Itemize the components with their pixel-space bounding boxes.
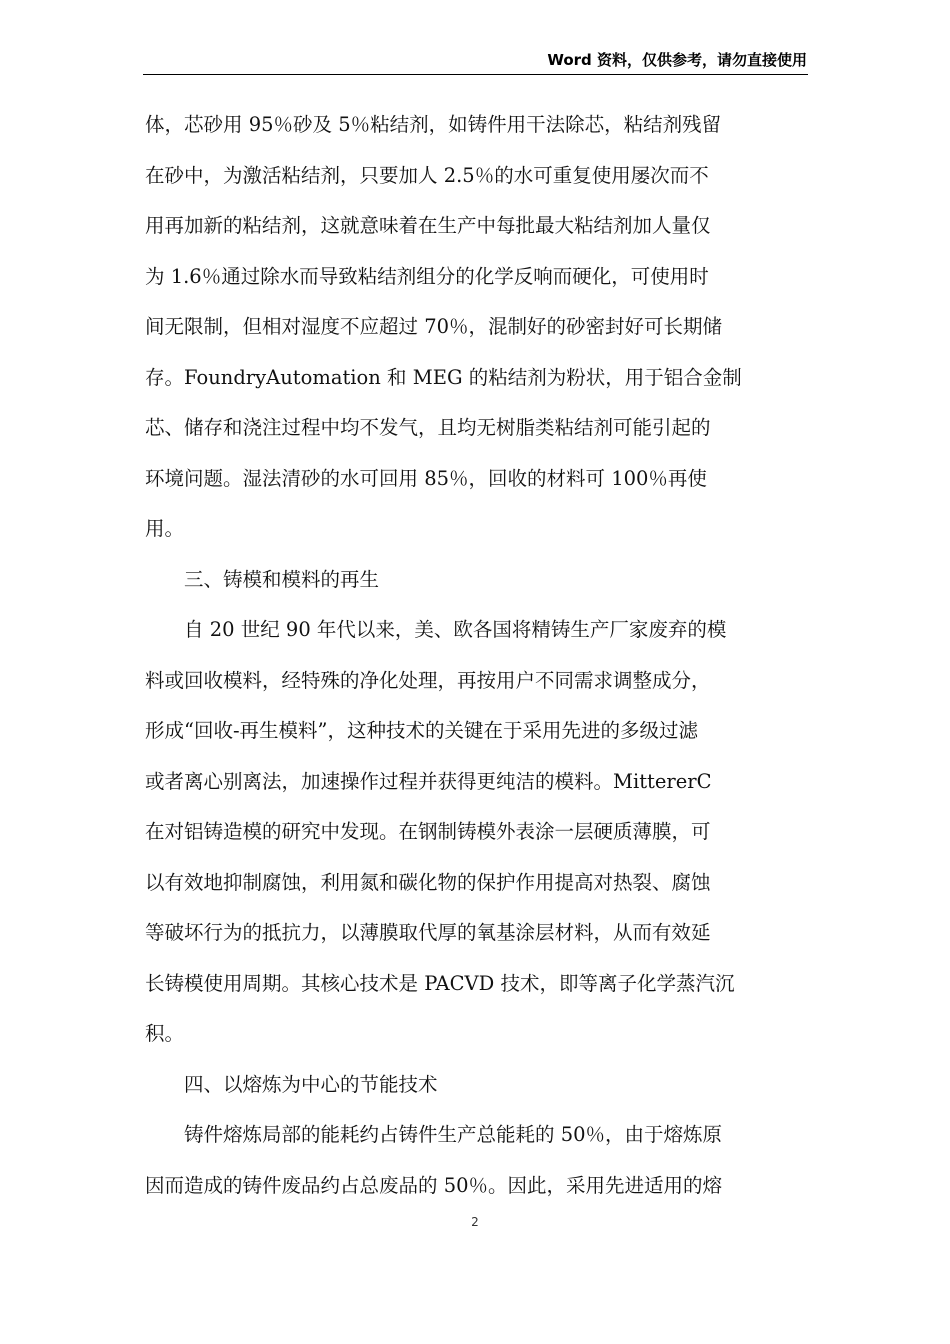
heading-text: 四、以熔炼为中心的节能技术	[184, 1072, 438, 1096]
text-line: 存。FoundryAutomation 和 MEG 的粘结剂为粉状，用于铝合金制	[145, 365, 742, 389]
text-line: 为 1.6％通过除水而导致粘结剂组分的化学反响而硬化，可使用时	[145, 264, 709, 288]
text-line: 芯、储存和浇注过程中均不发气，且均无树脂类粘结剂可能引起的	[145, 416, 711, 439]
text-line: 积。	[145, 1022, 185, 1045]
section-heading-3	[145, 555, 805, 606]
text-line: 在对铝铸造模的研究中发现。在钢制铸模外表涂一层硬质薄膜，可	[145, 820, 711, 843]
text-line: 环境问题。湿法清砂的水可回用 85％，回收的材料可 100％再使	[145, 466, 707, 490]
text-line: 用。	[145, 517, 185, 540]
text-line: 在砂中，为激活粘结剂，只要加人 2.5％的水可重复使用屡次而不	[145, 163, 709, 187]
page-number: 2	[471, 1215, 479, 1229]
paragraph-melting-energy	[145, 1110, 805, 1211]
heading-text: 三、铸模和模料的再生	[184, 567, 380, 591]
text-line: 间无限制，但相对湿度不应超过 70％，混制好的砂密封好可长期储	[145, 315, 723, 338]
text-line: 以有效地抑制腐蚀，利用氮和碳化物的保护作用提高对热裂、腐蚀	[145, 870, 711, 894]
text-line: 长铸模使用周期。其核心技术是 PACVD 技术，即等离子化学蒸汽沉	[145, 971, 735, 995]
section-heading-4	[145, 1060, 805, 1111]
text-line: 等破坏行为的抵抗力，以薄膜取代厚的氧基涂层材料，从而有效延	[145, 921, 711, 944]
text-line: 或者离心别离法，加速操作过程并获得更纯洁的模料。MittererC	[145, 769, 712, 793]
text-line: 用再加新的粘结剂，这就意味着在生产中每批最大粘结剂加人量仅	[145, 214, 711, 237]
text-line: 自 20 世纪 90 年代以来，美、欧各国将精铸生产厂家废弃的模	[184, 618, 727, 641]
text-line: 料或回收模料，经特殊的净化处理，再按用户不同需求调整成分，	[145, 668, 711, 692]
paragraph-sand-binder	[145, 100, 805, 555]
text-line: 因而造成的铸件废品约占总废品的 50％。因此，采用先进适用的熔	[145, 1173, 723, 1197]
text-line: 铸件熔炼局部的能耗约占铸件生产总能耗的 50％，由于熔炼原	[184, 1123, 723, 1146]
header-divider	[143, 74, 808, 75]
document-header: Word 资料，仅供参考，请勿直接使用	[547, 51, 807, 69]
page-body	[145, 100, 805, 1211]
paragraph-mold-recycling	[145, 605, 805, 1060]
text-line: 形成“回收-再生模料”，这种技术的关键在于采用先进的多级过滤	[145, 719, 699, 742]
text-line: 体，芯砂用 95％砂及 5％粘结剂，如铸件用干法除芯，粘结剂残留	[145, 113, 722, 136]
